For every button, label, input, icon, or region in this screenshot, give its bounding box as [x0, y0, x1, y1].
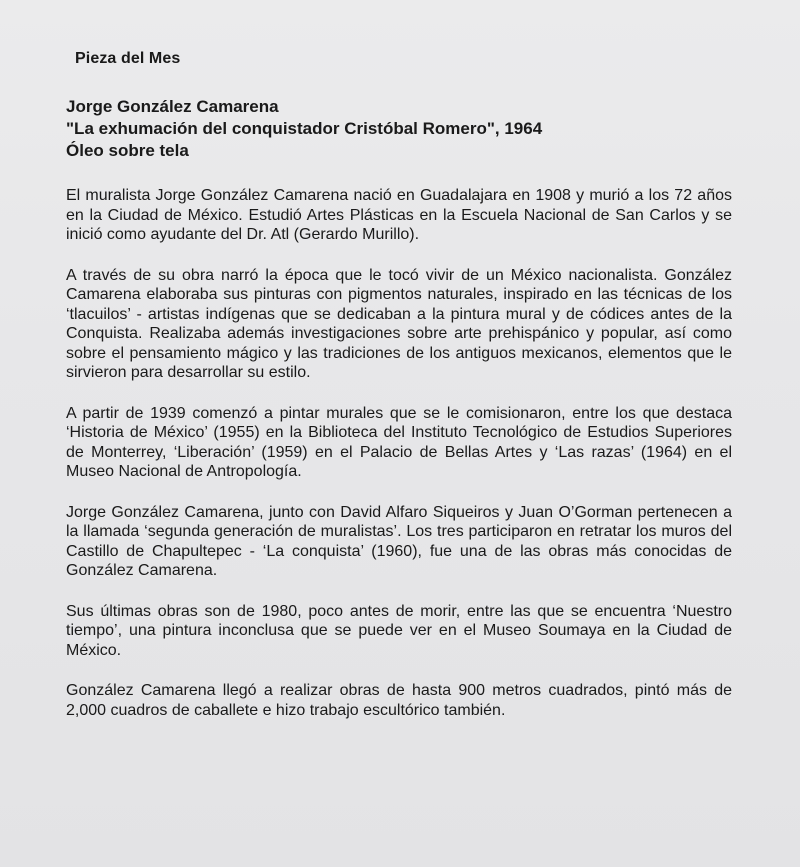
artwork-medium: Óleo sobre tela: [66, 141, 189, 160]
section-label: Pieza del Mes: [75, 50, 181, 67]
paragraph-output: González Camarena llegó a realizar obras de hasta 900 metros cuadrados, pintó más de 2,000 cuadros de caballete e hizo trabajo escultórico también.: [66, 682, 732, 719]
artwork-heading: [66, 96, 542, 162]
paragraph-generation: Jorge González Camarena, junto con David Alfaro Siqueiros y Juan O’Gorman pertenecen a la llamada ‘segunda generación de muralistas’. Los tres participaron en retratar los muros del Castillo de Chapultepec - ‘La conquista’ (1960), fue una de las obras más conocidas de González Camarena.: [66, 503, 732, 579]
paragraph-last-works: Sus últimas obras son de 1980, poco antes de morir, entre las que se encuentra ‘Nuestro tiempo’, una pintura inconclusa que se puede ver en el Museo Soumaya en la Ciudad de México.: [66, 602, 732, 659]
paragraph-technique: A través de su obra narró la época que le tocó vivir de un México nacionalista. González Camarena elaboraba sus pinturas con pigmentos naturales, inspirado en las técnicas de los ‘tlacuilos’ - artistas indígenas que se dedicaban a la pintura mural y de códices antes de la Conquista. Realizaba además investigaciones sobre arte prehispánico y popular, así como sobre el pensamiento mágico y las tradiciones de los antiguos mexicanos, elementos que le sirvieron para desarrollar su estilo.: [66, 266, 732, 381]
paragraph-murals: A partir de 1939 comenzó a pintar murales que se le comisionaron, entre los que destaca ‘Historia de México’ (1955) en la Biblioteca del Instituto Tecnológico de Estudios Superiores de Monterrey, ‘Liberación’ (1959) en el Palacio de Bellas Artes y ‘Las razas’ (1964) en el Museo Nacional de Antropología.: [66, 404, 732, 480]
artwork-title: "La exhumación del conquistador Cristóbal Romero", 1964: [66, 119, 543, 138]
paragraph-biography: El muralista Jorge González Camarena nació en Guadalajara en 1908 y murió a los 72 años en la Ciudad de México. Estudió Artes Plásticas en la Escuela Nacional de San Carlos y se inició como ayudante del Dr. Atl (Gerardo Murillo).: [66, 187, 732, 243]
description-body: [66, 186, 732, 741]
artist-name: Jorge González Camarena: [66, 97, 279, 116]
